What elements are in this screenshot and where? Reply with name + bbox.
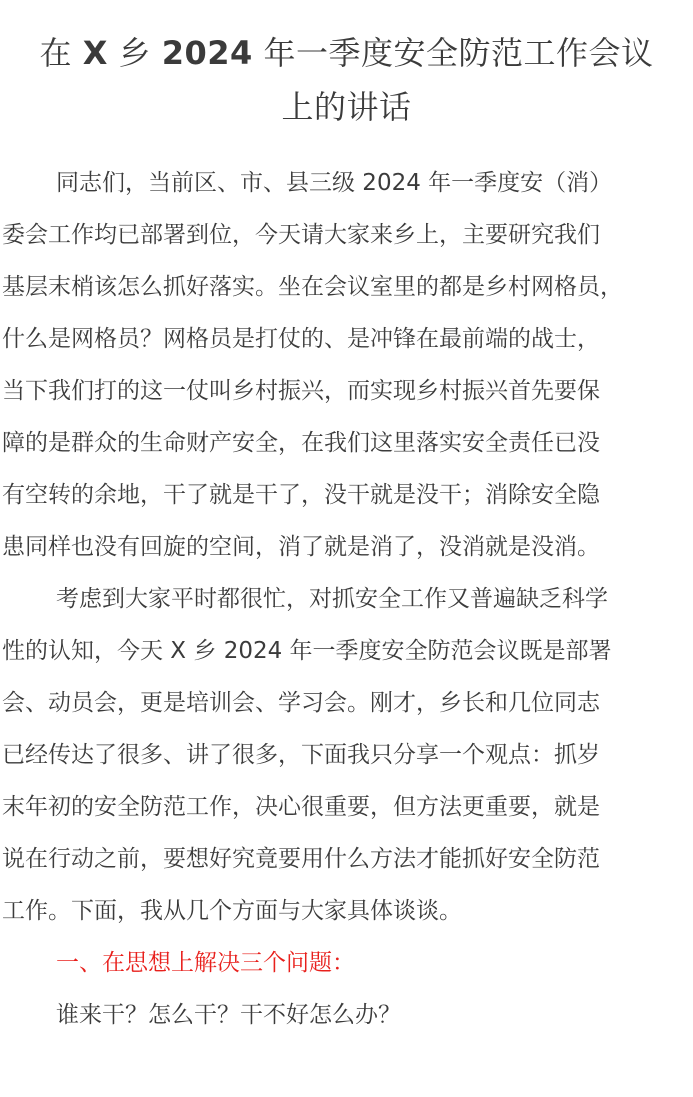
paragraph-line: 会、动员会，更是培训会、学习会。刚才，乡长和几位同志 [2,690,600,716]
paragraph-line: 什么是网格员？网格员是打仗的、是冲锋在最前端的战士， [2,326,600,352]
paragraph-line: 患同样也没有回旋的空间，消了就是消了，没消就是没消。 [2,534,600,560]
paragraph-line: 障的是群众的生命财产安全，在我们这里落实安全责任已没 [2,430,600,456]
paragraph-line: 考虑到大家平时都很忙，对抓安全工作又普遍缺乏科学 [56,586,608,612]
paragraph-line: 已经传达了很多、讲了很多，下面我只分享一个观点：抓岁 [2,742,600,768]
title-part: 2024 [161,34,253,72]
paragraph-line: 委会工作均已部署到位，今天请大家来乡上，主要研究我们 [2,222,600,248]
title-line-2: 上的讲话 [281,88,412,126]
title-part: 在 [39,34,83,72]
paragraph-line: 同志们，当前区、市、县三级 2024 年一季度安（消） [56,170,613,196]
paragraph-line: 有空转的余地，干了就是干了，没干就是没干；消除安全隐 [2,482,600,508]
paragraph-line: 说在行动之前，要想好究竟要用什么方法才能抓好安全防范 [2,846,600,872]
paragraph-line: 工作。下面，我从几个方面与大家具体谈谈。 [2,898,462,924]
title-part: X [82,34,108,72]
questions-line: 谁来干？怎么干？干不好怎么办？ [56,1002,401,1028]
page-title [0,26,693,134]
title-part: 乡 [107,34,162,72]
title-part: 年一季度安全防范工作会议 [252,34,654,72]
paragraph-line: 基层末梢该怎么抓好落实。坐在会议室里的都是乡村网格员， [2,274,623,300]
paragraph-line: 末年初的安全防范工作，决心很重要，但方法更重要，就是 [2,794,600,820]
paragraph-line: 当下我们打的这一仗叫乡村振兴，而实现乡村振兴首先要保 [2,378,600,404]
paragraph-line: 性的认知，今天 X 乡 2024 年一季度安全防范会议既是部署 [2,638,612,664]
section-heading: 一、在思想上解决三个问题： [56,950,355,976]
